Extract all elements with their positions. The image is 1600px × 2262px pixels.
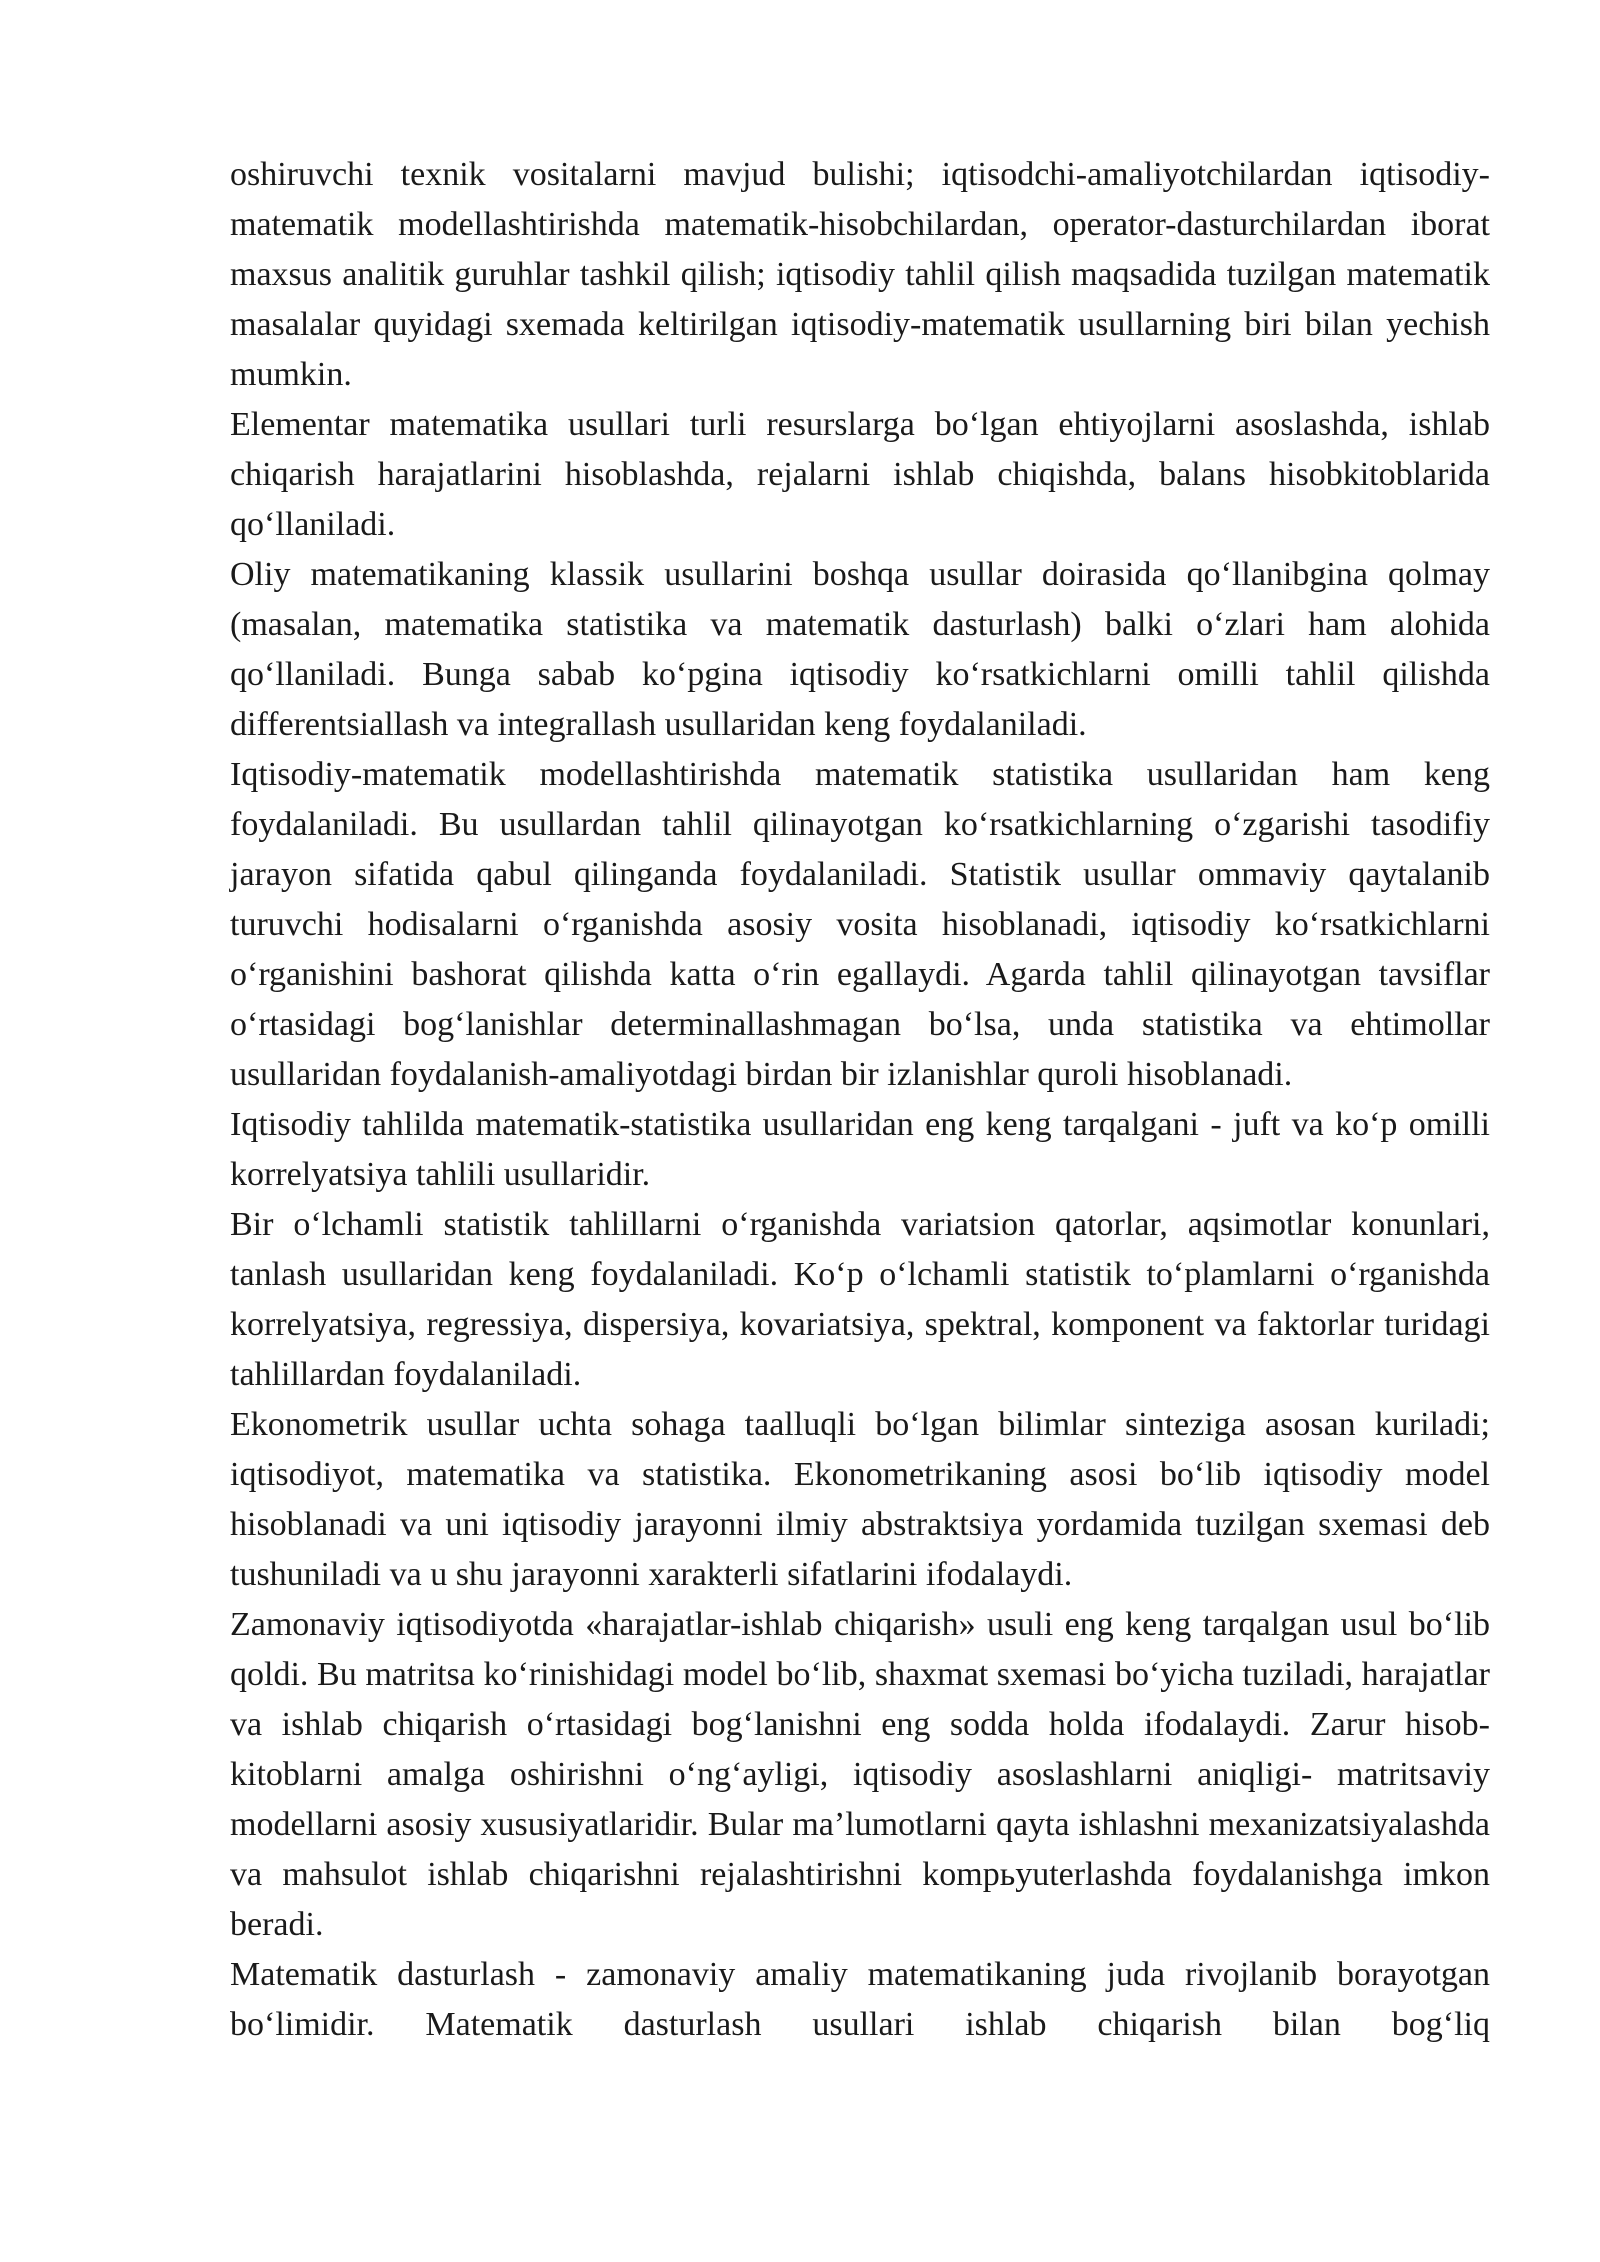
paragraph-9: Matematik dasturlash - zamonaviy amaliy matematikaning juda rivojlanib borayotgan bo‘limidir. Matematik dasturlash usullari ishlab chiqarish bilan bog‘liq bbox=[230, 1956, 1490, 2043]
paragraph-7: Ekonometrik usullar uchta sohaga taalluqli bo‘lgan bilimlar sinteziga asosan kuriladi; iqtisodiyot, matematika va statistika. Ekonometrikaning asosi bo‘lib iqtisodiy model hisoblanadi va uni iqtisodiy jarayonni ilmiy abstraktsiya yordamida tuzilgan sxemasi deb tushuniladi va u shu jarayonni xarakterli sifatlarini ifodalaydi. bbox=[230, 1406, 1490, 1593]
paragraph-6: Bir o‘lchamli statistik tahlillarni o‘rganishda variatsion qatorlar, aqsimotlar konunlari, tanlash usullaridan keng foydalaniladi. Ko‘p o‘lchamli statistik to‘plamlarni o‘rganishda korrelyatsiya, regressiya, dispersiya, kovariatsiya, spektral, komponent va faktorlar turidagi tahlillardan foydalaniladi. bbox=[230, 1206, 1490, 1393]
paragraph-1: oshiruvchi texnik vositalarni mavjud bulishi; iqtisodchi-amaliyotchilardan iqtisodiy-matematik modellashtirishda matematik-hisobchilardan, operator-dasturchilardan iborat maxsus analitik guruhlar tashkil qilish; iqtisodiy tahlil qilish maqsadida tuzilgan matematik masalalar quyidagi sxemada keltirilgan iqtisodiy-matematik usullarning biri bilan yechish mumkin. bbox=[230, 156, 1490, 393]
paragraph-2: Elementar matematika usullari turli resurslarga bo‘lgan ehtiyojlarni asoslashda, ishlab chiqarish harajatlarini hisoblashda, rejalarni ishlab chiqishda, balans hisobkitoblarida qo‘llaniladi. bbox=[230, 406, 1490, 543]
paragraph-4: Iqtisodiy-matematik modellashtirishda matematik statistika usullaridan ham keng foydalaniladi. Bu usullardan tahlil qilinayotgan ko‘rsatkichlarning o‘zgarishi tasodifiy jarayon sifatida qabul qilinganda foydalaniladi. Statistik usullar ommaviy qaytalanib turuvchi hodisalarni o‘rganishda asosiy vosita hisoblanadi, iqtisodiy ko‘rsatkichlarni o‘rganishini bashorat qilishda katta o‘rin egallaydi. Agarda tahlil qilinayotgan tavsiflar o‘rtasidagi bog‘lanishlar determinallashmagan bo‘lsa, unda statistika va ehtimollar usullaridan foydalanish-amaliyotdagi birdan bir izlanishlar quroli hisoblanadi. bbox=[230, 756, 1490, 1093]
paragraph-8: Zamonaviy iqtisodiyotda «harajatlar-ishlab chiqarish» usuli eng keng tarqalgan usul bo‘lib qoldi. Bu matritsa ko‘rinishidagi model bo‘lib, shaxmat sxemasi bo‘yicha tuziladi, harajatlar va ishlab chiqarish o‘rtasidagi bog‘lanishni eng sodda holda ifodalaydi. Zarur hisob-kitoblarni amalga oshirishni o‘ng‘ayligi, iqtisodiy asoslashlarni aniqligi- matritsaviy modellarni asosiy xususiyatlaridir. Bular ma’lumotlarni qayta ishlashni mexanizatsiyalashda va mahsulot ishlab chiqarishni rejalashtirishni kompьyuterlashda foydalanishga imkon beradi. bbox=[230, 1606, 1490, 1943]
paragraph-3: Oliy matematikaning klassik usullarini boshqa usullar doirasida qo‘llanibgina qolmay (masalan, matematika statistika va matematik dasturlash) balki o‘zlari ham alohida qo‘llaniladi. Bunga sabab ko‘pgina iqtisodiy ko‘rsatkichlarni omilli tahlil qilishda differentsiallash va integrallash usullaridan keng foydalaniladi. bbox=[230, 556, 1490, 743]
document-page bbox=[230, 150, 1490, 2050]
paragraph-5: Iqtisodiy tahlilda matematik-statistika usullaridan eng keng tarqalgani - juft va ko‘p omilli korrelyatsiya tahlili usullaridir. bbox=[230, 1106, 1490, 1193]
